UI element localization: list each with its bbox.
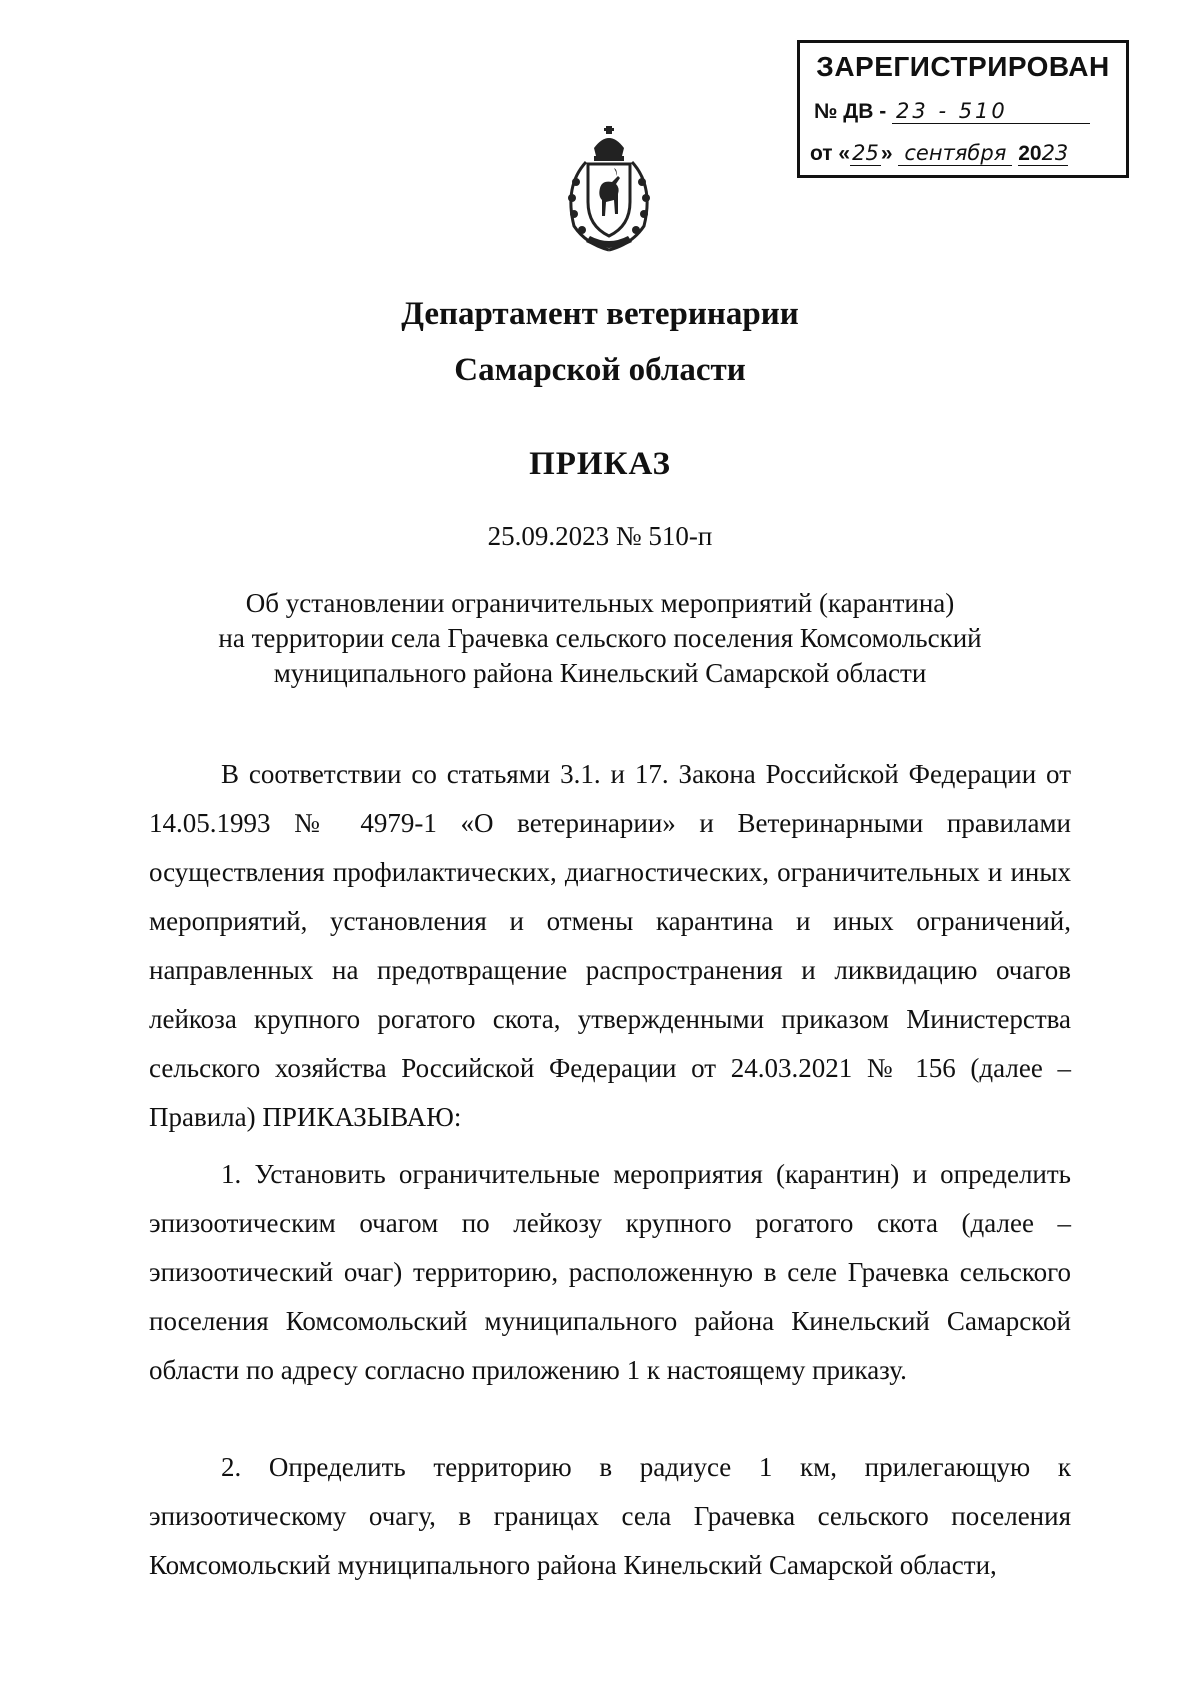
stamp-date-year-hand: 23 (1041, 141, 1069, 165)
stamp-date-mid: » (880, 142, 893, 165)
body-paragraph-item-2 (149, 1443, 1071, 1590)
stamp-date-day: 25 (852, 141, 879, 165)
organization-name: Департамент ветеринарии (401, 296, 799, 332)
body-paragraph-preamble (149, 750, 1071, 1142)
document-date-number: 25.09.2023 № 510-п (487, 521, 713, 551)
samara-coat-of-arms-icon (556, 126, 662, 254)
stamp-date-month: сентября (898, 141, 1012, 166)
paragraph-text: 1. Установить ограничительные мероприятия (карантин) и определить эпизоотическим очагом по лейкозу крупного рогатого скота (далее – эпизоотический очаг) территорию, расположенную в селе Грачевка сельского поселения Комсомольский муниципального района Кинельский Самарской области по адресу согласно приложению 1 к настоящему приказу. (149, 1159, 1071, 1385)
stamp-date-year-print: 20 (1018, 142, 1042, 165)
registration-stamp (797, 40, 1129, 178)
stamp-date-prefix: от « (810, 142, 851, 165)
stamp-number-line (814, 99, 1090, 124)
organization-region: Самарской области (454, 352, 746, 388)
subject-line: муниципального района Кинельский Самарской области (273, 658, 927, 688)
stamp-title: ЗАРЕГИСТРИРОВАН (816, 51, 1110, 82)
subject-line: на территории села Грачевка сельского поселения Комсомольский (218, 623, 982, 653)
stamp-number-value: 23 - 510 (892, 99, 1090, 124)
subject-line: Об установлении ограничительных мероприятий (карантина) (245, 588, 955, 618)
paragraph-text: В соответствии со статьями 3.1. и 17. Закона Российской Федерации от 14.05.1993 № 4979-1 «О ветеринарии» и Ветеринарными правилами осуществления профилактических, диагностических, ограничительных и иных мероприятий, установления и отмены карантина и иных ограничений, направленных на предотвращение распространения и ликвидацию очагов лейкоза крупного рогатого скота, утвержденными приказом Министерства сельского хозяйства Российской Федерации от 24.03.2021 № 156 (далее – Правила) ПРИКАЗЫВАЮ: (149, 759, 1071, 1132)
document-type: ПРИКАЗ (529, 446, 671, 482)
stamp-date-line (810, 141, 1068, 166)
body-paragraph-item-1 (149, 1150, 1071, 1395)
stamp-date-year (1018, 142, 1068, 166)
stamp-number-prefix: № ДВ - (814, 100, 887, 123)
paragraph-text: 2. Определить территорию в радиусе 1 км, прилегающую к эпизоотическому очагу, в границах села Грачевка сельского поселения Комсомольский муниципального района Кинельский Самарской области, (149, 1452, 1071, 1580)
